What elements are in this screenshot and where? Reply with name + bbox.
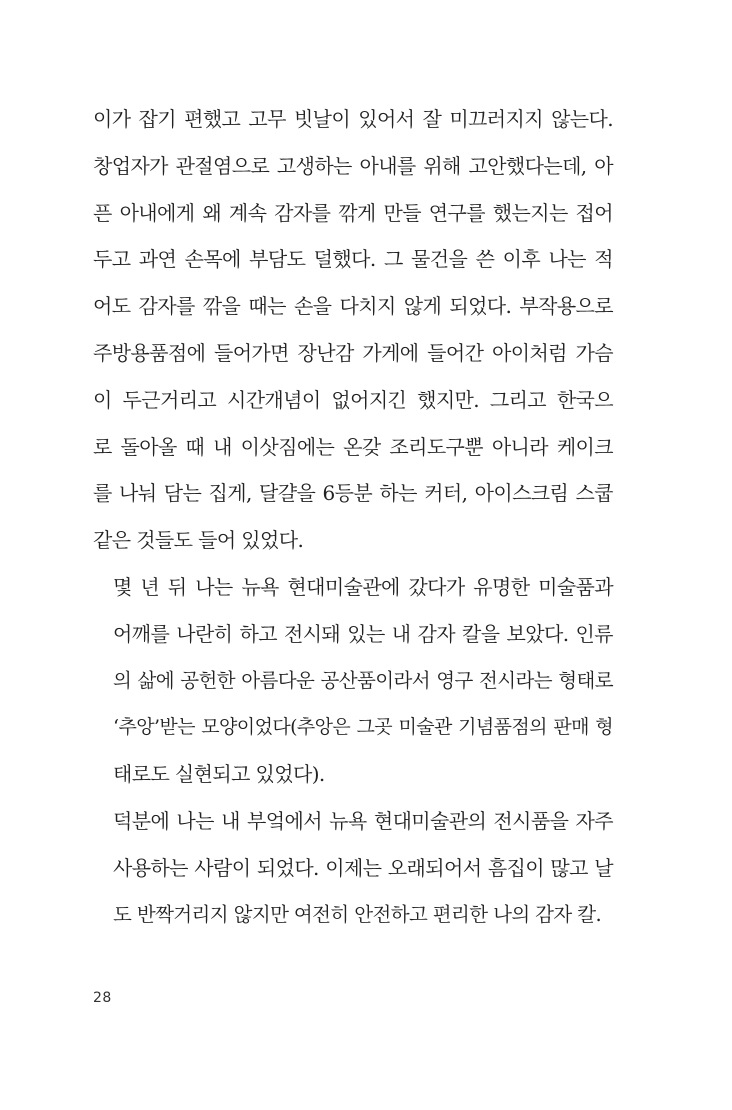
text-line: 어깨를 나란히 하고 전시돼 있는 내 감자 칼을 보았다. 인류 [113, 621, 613, 646]
text-line: 의 삶에 공헌한 아름다운 공산품이라서 영구 전시라는 형태로 [113, 668, 613, 692]
text-line: 이가 잡기 편했고 고무 빗날이 있어서 잘 미끄러지지 않는다. [93, 107, 613, 131]
text-line: 태로도 실현되고 있었다). [113, 762, 325, 787]
text-line: 픈 아내에게 왜 계속 감자를 깎게 만들 연구를 했는지는 접어 [93, 200, 613, 225]
text-line: 로 돌아올 때 내 이삿짐에는 온갖 조리도구뿐 아니라 케이크 [93, 434, 613, 459]
text-line: 를 나눠 담는 집게, 달걀을 6등분 하는 커터, 아이스크림 스쿱 [93, 481, 613, 506]
page-number: 28 [93, 990, 112, 1006]
text-line: 어도 감자를 깎을 때는 손을 다치지 않게 되었다. 부작용으로 [93, 294, 613, 319]
text-line: 몇 년 뒤 나는 뉴욕 현대미술관에 갔다가 유명한 미술품과 [113, 574, 613, 599]
body-text [93, 96, 613, 938]
text-line: 사용하는 사람이 되었다. 이제는 오래되어서 흠집이 많고 날 [113, 855, 613, 880]
text-line: 두고 과연 손목에 부담도 덜했다. 그 물건을 쓴 이후 나는 적 [93, 247, 613, 272]
paragraph [93, 564, 613, 798]
text-line: 같은 것들도 들어 있었다. [93, 528, 304, 553]
text-line: ‘추앙’받는 모양이었다(추앙은 그곳 미술관 기념품점의 판매 형 [113, 716, 613, 739]
text-line: 이 두근거리고 시간개념이 없어지긴 했지만. 그리고 한국으 [93, 387, 613, 412]
text-line: 덕분에 나는 내 부엌에서 뉴욕 현대미술관의 전시품을 자주 [113, 808, 613, 833]
text-line: 주방용품점에 들어가면 장난감 가게에 들어간 아이처럼 가슴 [93, 340, 613, 365]
paragraph [93, 798, 613, 938]
paragraph [93, 96, 613, 564]
text-line: 도 반짝거리지 않지만 여전히 안전하고 편리한 나의 감자 칼. [113, 902, 602, 926]
text-line: 창업자가 관절염으로 고생하는 아내를 위해 고안했다는데, 아 [93, 153, 613, 178]
